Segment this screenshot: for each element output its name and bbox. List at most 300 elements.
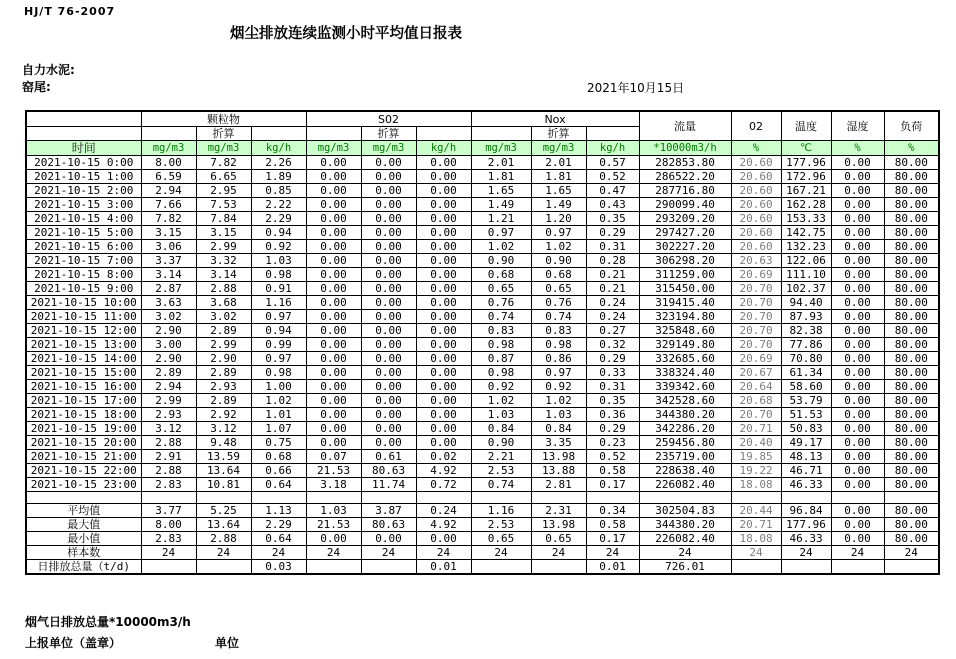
value-cell: 0.00 [306,296,361,310]
value-cell: 0.29 [586,352,639,366]
value-cell: 0.00 [831,226,884,240]
value-cell [361,492,416,504]
value-cell: 80.00 [884,338,939,352]
value-cell: 3.63 [141,296,196,310]
value-cell: 0.64 [251,478,306,492]
location-label: 窑尾: [22,80,51,94]
value-cell: 19.22 [731,464,781,478]
value-cell: 0.00 [831,408,884,422]
value-cell: 0.92 [471,380,531,394]
value-cell: 0.72 [416,478,471,492]
value-cell: 0.01 [586,560,639,575]
summary-label: 最小值 [26,532,141,546]
value-cell: 2.87 [141,282,196,296]
value-cell: 0.00 [361,226,416,240]
value-cell: 0.35 [586,212,639,226]
summary-row [26,546,939,560]
value-cell: 6.65 [196,170,251,184]
table-row [26,310,939,324]
value-cell: 13.88 [531,464,586,478]
value-cell: 0.00 [416,352,471,366]
time-cell: 2021-10-15 21:00 [26,450,141,464]
value-cell: 338324.40 [639,366,731,380]
unit-cell: kg/h [416,141,471,156]
value-cell: 80.00 [884,324,939,338]
time-cell: 2021-10-15 19:00 [26,422,141,436]
value-cell: 1.02 [531,240,586,254]
value-cell: 0.00 [306,532,361,546]
page-title: 烟尘排放连续监测小时平均值日报表 [230,26,462,42]
value-cell: 80.00 [884,240,939,254]
value-cell [251,492,306,504]
value-cell: 10.81 [196,478,251,492]
value-cell: 24 [471,546,531,560]
col-humidity: 湿度 [831,111,884,141]
value-cell: 0.47 [586,184,639,198]
time-cell: 2021-10-15 8:00 [26,268,141,282]
value-cell: 80.00 [884,184,939,198]
value-cell: 2.88 [196,532,251,546]
value-cell: 0.68 [251,450,306,464]
unit-cell: mg/m3 [531,141,586,156]
value-cell: 0.00 [831,504,884,518]
table-row [26,394,939,408]
report-table [25,110,940,575]
time-cell: 2021-10-15 18:00 [26,408,141,422]
table-row [26,268,939,282]
reporting-unit-label: 上报单位（盖章） [25,636,122,650]
value-cell: 80.00 [884,380,939,394]
value-cell [306,492,361,504]
table-row [26,478,939,492]
value-cell: 323194.80 [639,310,731,324]
value-cell: 0.00 [831,268,884,282]
value-cell: 306298.20 [639,254,731,268]
value-cell: 342528.60 [639,394,731,408]
value-cell: 0.00 [306,198,361,212]
value-cell: 3.02 [141,310,196,324]
value-cell: 302227.20 [639,240,731,254]
value-cell: 0.74 [531,310,586,324]
corner-cell-2 [26,127,141,141]
value-cell: 342286.20 [639,422,731,436]
value-cell: 0.00 [306,310,361,324]
value-cell: 0.00 [416,226,471,240]
value-cell [531,492,586,504]
value-cell: 0.29 [586,226,639,240]
value-cell: 50.83 [781,422,831,436]
value-cell: 0.00 [361,352,416,366]
value-cell: 20.70 [731,310,781,324]
value-cell: 0.00 [306,184,361,198]
value-cell: 80.00 [884,296,939,310]
value-cell: 344380.20 [639,408,731,422]
value-cell: 0.00 [831,240,884,254]
value-cell: 0.00 [361,212,416,226]
value-cell: 3.68 [196,296,251,310]
header-row-groups [26,111,939,127]
value-cell: 0.00 [361,366,416,380]
value-cell: 2.21 [471,450,531,464]
value-cell: 0.00 [361,282,416,296]
value-cell: 0.00 [831,254,884,268]
value-cell: 13.98 [531,518,586,532]
value-cell: 0.43 [586,198,639,212]
value-cell: 0.00 [831,422,884,436]
value-cell: 3.00 [141,338,196,352]
value-cell: 0.24 [586,310,639,324]
value-cell: 1.02 [471,394,531,408]
time-cell: 2021-10-15 12:00 [26,324,141,338]
value-cell: 3.77 [141,504,196,518]
value-cell: 0.00 [416,170,471,184]
empty-header-cell [141,127,196,141]
value-cell: 20.71 [731,518,781,532]
value-cell: 2.91 [141,450,196,464]
value-cell: 0.21 [586,268,639,282]
value-cell: 20.60 [731,156,781,170]
value-cell: 0.00 [831,478,884,492]
summary-row [26,532,939,546]
unit-cell: *10000m3/h [639,141,731,156]
value-cell: 0.97 [531,366,586,380]
value-cell: 226082.40 [639,532,731,546]
table-row [26,380,939,394]
value-cell: 20.64 [731,380,781,394]
time-cell: 2021-10-15 16:00 [26,380,141,394]
value-cell [781,492,831,504]
value-cell: 0.92 [531,380,586,394]
value-cell: 2.26 [251,156,306,170]
unit-cell: % [831,141,884,156]
value-cell: 0.00 [361,296,416,310]
unit-cell: mg/m3 [141,141,196,156]
value-cell: 0.00 [416,268,471,282]
value-cell: 0.00 [361,408,416,422]
value-cell: 0.00 [306,324,361,338]
value-cell: 0.74 [471,310,531,324]
standard-number: HJ/T 76-2007 [24,5,116,18]
value-cell: 80.63 [361,518,416,532]
value-cell: 80.00 [884,478,939,492]
value-cell: 172.96 [781,170,831,184]
time-cell: 2021-10-15 3:00 [26,198,141,212]
value-cell [731,560,781,575]
converted-label: 折算 [196,127,251,141]
time-cell: 2021-10-15 15:00 [26,366,141,380]
value-cell [306,560,361,575]
value-cell: 0.03 [251,560,306,575]
value-cell: 0.00 [361,254,416,268]
value-cell: 24 [306,546,361,560]
value-cell: 344380.20 [639,518,731,532]
value-cell: 2.90 [141,352,196,366]
value-cell: 0.00 [361,436,416,450]
value-cell: 297427.20 [639,226,731,240]
value-cell: 0.02 [416,450,471,464]
value-cell: 0.00 [306,212,361,226]
value-cell: 2.89 [196,394,251,408]
value-cell: 3.02 [196,310,251,324]
col-group-nox: Nox [471,111,639,127]
value-cell: 2.92 [196,408,251,422]
value-cell: 13.64 [196,464,251,478]
value-cell: 2.99 [196,338,251,352]
value-cell: 11.74 [361,478,416,492]
value-cell: 0.65 [471,282,531,296]
value-cell: 1.20 [531,212,586,226]
value-cell: 7.82 [141,212,196,226]
value-cell: 2.89 [196,324,251,338]
value-cell: 2.81 [531,478,586,492]
value-cell: 8.00 [141,156,196,170]
value-cell: 24 [586,546,639,560]
unit-cell: % [884,141,939,156]
value-cell: 0.00 [416,240,471,254]
value-cell: 0.00 [361,532,416,546]
value-cell: 80.00 [884,394,939,408]
time-cell: 2021-10-15 6:00 [26,240,141,254]
value-cell: 80.00 [884,464,939,478]
value-cell: 1.02 [251,394,306,408]
value-cell: 77.86 [781,338,831,352]
col-group-so2: S02 [306,111,471,127]
value-cell: 0.33 [586,366,639,380]
value-cell: 0.00 [831,170,884,184]
value-cell: 0.92 [251,240,306,254]
value-cell: 319415.40 [639,296,731,310]
table-row [26,254,939,268]
value-cell: 70.80 [781,352,831,366]
value-cell: 7.82 [196,156,251,170]
col-o2: 02 [731,111,781,141]
value-cell: 0.00 [361,338,416,352]
value-cell: 0.68 [471,268,531,282]
value-cell [141,560,196,575]
empty-header-cell [416,127,471,141]
time-cell [26,492,141,504]
value-cell: 0.00 [361,394,416,408]
value-cell: 0.00 [306,282,361,296]
value-cell [196,560,251,575]
value-cell: 1.16 [471,504,531,518]
value-cell: 0.00 [416,408,471,422]
value-cell [884,560,939,575]
value-cell: 2.88 [141,436,196,450]
value-cell: 1.03 [306,504,361,518]
value-cell: 1.49 [471,198,531,212]
table-row [26,352,939,366]
value-cell: 24 [196,546,251,560]
value-cell: 0.99 [251,338,306,352]
value-cell: 0.98 [471,338,531,352]
value-cell: 0.00 [831,366,884,380]
table-row [26,324,939,338]
value-cell: 3.14 [196,268,251,282]
value-cell: 0.86 [531,352,586,366]
value-cell: 1.81 [471,170,531,184]
value-cell: 80.00 [884,226,939,240]
value-cell: 0.91 [251,282,306,296]
value-cell [831,492,884,504]
company-label: 自力水泥: [22,63,75,77]
value-cell: 3.37 [141,254,196,268]
value-cell: 226082.40 [639,478,731,492]
table-row [26,296,939,310]
value-cell: 0.58 [586,464,639,478]
value-cell: 61.34 [781,366,831,380]
value-cell: 0.00 [306,380,361,394]
value-cell: 0.29 [586,422,639,436]
value-cell: 2.29 [251,518,306,532]
value-cell: 2.90 [141,324,196,338]
value-cell: 0.83 [471,324,531,338]
value-cell: 4.92 [416,518,471,532]
value-cell: 0.98 [251,268,306,282]
value-cell: 0.00 [306,366,361,380]
value-cell: 4.92 [416,464,471,478]
table-row [26,184,939,198]
value-cell: 0.76 [471,296,531,310]
value-cell: 2.53 [471,518,531,532]
col-flow: 流量 [639,111,731,141]
value-cell: 1.07 [251,422,306,436]
value-cell: 0.00 [306,436,361,450]
corner-cell-1 [26,111,141,127]
value-cell: 80.00 [884,254,939,268]
value-cell: 0.00 [361,240,416,254]
value-cell: 24 [731,546,781,560]
value-cell: 7.53 [196,198,251,212]
value-cell: 20.40 [731,436,781,450]
value-cell: 1.21 [471,212,531,226]
value-cell: 0.84 [531,422,586,436]
value-cell: 0.58 [586,518,639,532]
value-cell: 2.01 [531,156,586,170]
value-cell: 20.70 [731,282,781,296]
value-cell: 51.53 [781,408,831,422]
value-cell: 21.53 [306,464,361,478]
value-cell [731,492,781,504]
value-cell: 329149.80 [639,338,731,352]
value-cell: 0.87 [471,352,531,366]
empty-header-cell [306,127,361,141]
value-cell: 0.94 [251,324,306,338]
value-cell: 0.90 [471,436,531,450]
value-cell: 20.60 [731,184,781,198]
value-cell: 0.00 [831,394,884,408]
value-cell: 20.67 [731,366,781,380]
value-cell: 0.00 [306,394,361,408]
summary-label: 平均值 [26,504,141,518]
value-cell: 3.35 [531,436,586,450]
value-cell: 0.00 [831,198,884,212]
value-cell: 2.83 [141,478,196,492]
value-cell: 0.00 [416,156,471,170]
time-cell: 2021-10-15 10:00 [26,296,141,310]
value-cell: 0.98 [251,366,306,380]
value-cell: 24 [531,546,586,560]
value-cell: 0.01 [416,560,471,575]
summary-row [26,518,939,532]
value-cell: 132.23 [781,240,831,254]
value-cell: 24 [884,546,939,560]
value-cell: 0.00 [831,532,884,546]
value-cell: 96.84 [781,504,831,518]
value-cell: 0.00 [831,296,884,310]
value-cell: 2.22 [251,198,306,212]
value-cell: 9.48 [196,436,251,450]
time-cell: 2021-10-15 4:00 [26,212,141,226]
value-cell: 82.38 [781,324,831,338]
value-cell: 20.60 [731,198,781,212]
value-cell: 20.71 [731,422,781,436]
value-cell: 2.88 [141,464,196,478]
value-cell: 80.00 [884,198,939,212]
value-cell: 0.00 [831,518,884,532]
value-cell: 18.08 [731,532,781,546]
value-cell: 235719.00 [639,450,731,464]
unit-cell: ℃ [781,141,831,156]
value-cell: 102.37 [781,282,831,296]
unit-cell: mg/m3 [306,141,361,156]
value-cell: 0.00 [416,422,471,436]
value-cell: 3.87 [361,504,416,518]
unit-cell: kg/h [586,141,639,156]
value-cell: 0.34 [586,504,639,518]
value-cell: 0.84 [471,422,531,436]
value-cell: 0.17 [586,532,639,546]
value-cell: 282853.80 [639,156,731,170]
value-cell: 315450.00 [639,282,731,296]
value-cell: 1.49 [531,198,586,212]
value-cell: 7.84 [196,212,251,226]
value-cell: 0.00 [361,380,416,394]
value-cell: 20.44 [731,504,781,518]
value-cell [531,560,586,575]
table-row [26,212,939,226]
time-cell: 2021-10-15 11:00 [26,310,141,324]
value-cell: 5.25 [196,504,251,518]
time-column-header: 时间 [26,141,141,156]
value-cell: 0.28 [586,254,639,268]
value-cell: 0.00 [416,380,471,394]
value-cell: 3.15 [141,226,196,240]
value-cell: 20.70 [731,408,781,422]
table-row [26,156,939,170]
value-cell: 0.00 [831,282,884,296]
time-cell: 2021-10-15 22:00 [26,464,141,478]
value-cell: 162.28 [781,198,831,212]
empty-header-cell [251,127,306,141]
value-cell: 80.00 [884,450,939,464]
value-cell: 2.88 [196,282,251,296]
value-cell: 0.57 [586,156,639,170]
time-cell: 2021-10-15 17:00 [26,394,141,408]
table-row [26,422,939,436]
value-cell: 0.24 [586,296,639,310]
value-cell: 0.00 [306,352,361,366]
value-cell: 0.00 [416,310,471,324]
value-cell: 0.23 [586,436,639,450]
value-cell [586,492,639,504]
value-cell: 0.31 [586,240,639,254]
value-cell: 0.85 [251,184,306,198]
value-cell: 80.00 [884,532,939,546]
flue-gas-total-label: 烟气日排放总量*10000m3/h [25,615,191,629]
value-cell: 7.66 [141,198,196,212]
value-cell: 0.65 [471,532,531,546]
